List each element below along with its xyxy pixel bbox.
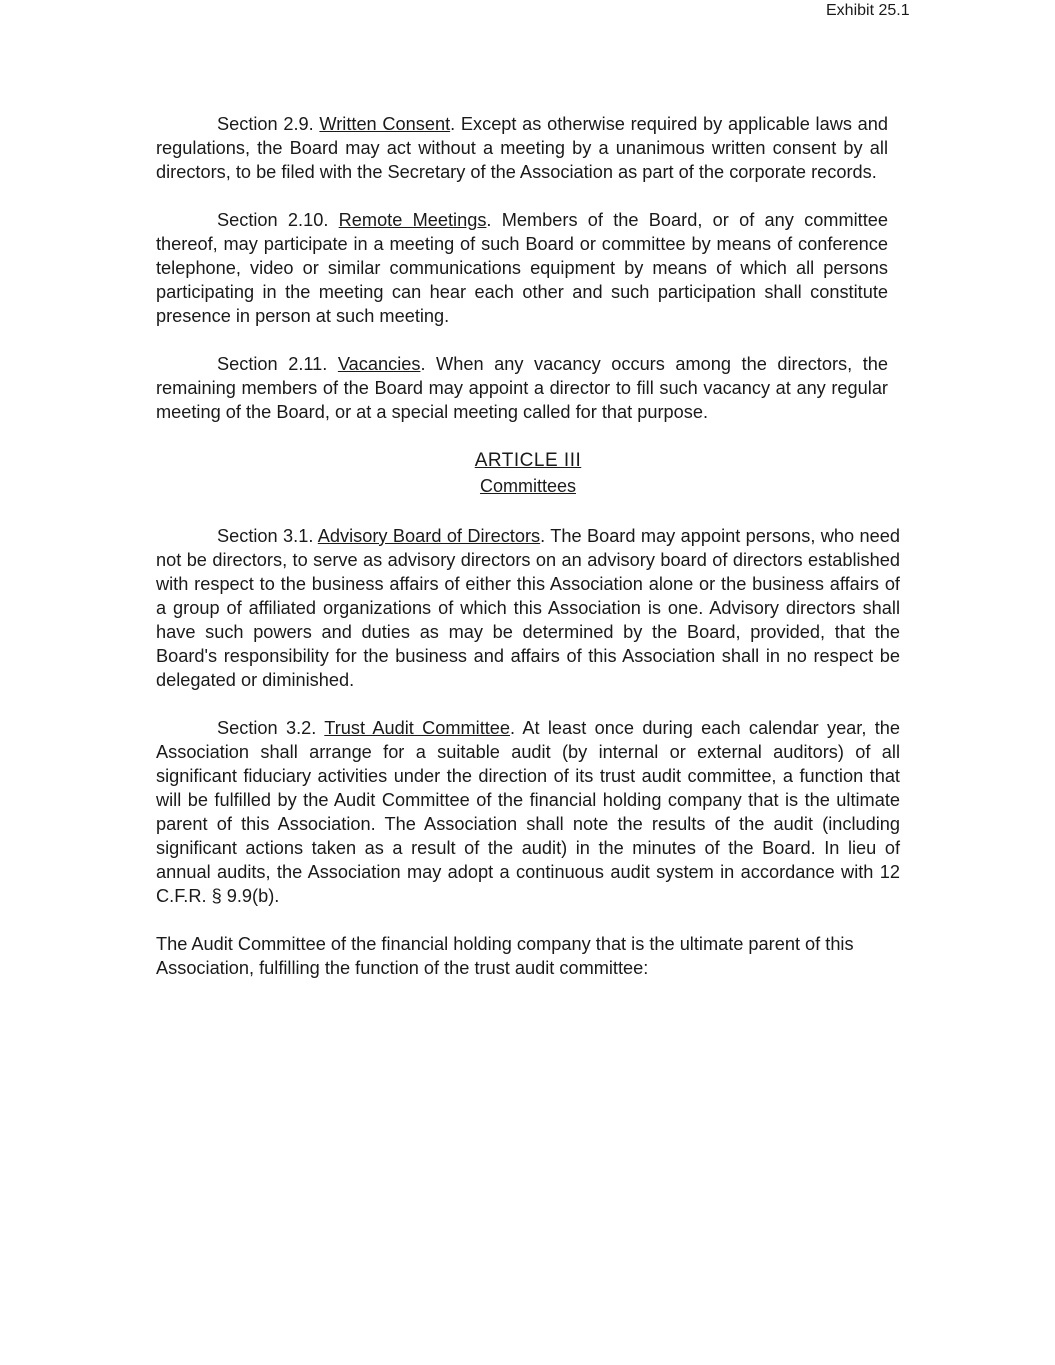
article-heading <box>156 448 900 498</box>
article-title: ARTICLE III <box>474 450 582 471</box>
section-2-9-title: Written Consent <box>319 114 451 134</box>
section-3-1-title: Advisory Board of Directors <box>317 526 541 546</box>
exhibit-label: Exhibit 25.1 <box>826 2 910 19</box>
section-3-1-text: . The Board may appoint persons, who need not be directors, to serve as advisory directors on an advisory board of directors established with respect to the business affairs of either this Association alone or the business affairs of a group of affiliated organizations of which this Association is one. Advisory directors shall have such powers and duties as may be determined by the Board, provided, that the Board's responsibility for the business and affairs of this Association shall in no respect be delegated or diminished. <box>156 526 900 690</box>
section-2-11-title: Vacancies <box>337 354 421 374</box>
section-3-2-number: Section 3.2. <box>217 718 317 738</box>
section-3-2-title: Trust Audit Committee <box>324 718 511 738</box>
section-2-10-title: Remote Meetings <box>338 210 487 230</box>
section-2-10 <box>156 208 888 328</box>
section-3-2 <box>156 716 900 908</box>
section-2-11-number: Section 2.11. <box>217 354 328 374</box>
section-3-1-number: Section 3.1. <box>217 526 314 546</box>
section-3-1 <box>156 524 900 692</box>
section-2-9 <box>156 112 888 184</box>
closing-paragraph: The Audit Committee of the financial holding company that is the ultimate parent of this Association, fulfilling the function of the trust audit committee: <box>156 934 854 978</box>
section-2-9-text: . Except as otherwise required by applicable laws and regulations, the Board may act without a meeting by a unanimous written consent by all directors, to be filed with the Secretary of the Association as part of the corporate records. <box>156 114 888 182</box>
section-2-9-number: Section 2.9. <box>217 114 314 134</box>
section-2-11-text: . When any vacancy occurs among the directors, the remaining members of the Board may appoint a director to fill such vacancy at any regular meeting of the Board, or at a special meeting called for that purpose. <box>156 354 888 422</box>
section-2-10-number: Section 2.10. <box>217 210 329 230</box>
section-2-11 <box>156 352 888 424</box>
section-3-2-text: . At least once during each calendar year, the Association shall arrange for a suitable audit (by internal or external auditors) of all significant fiduciary activities under the direction of its trust audit committee, a function that will be fulfilled by the Audit Committee of the financial holding company that is the ultimate parent of this Association. The Association shall note the results of the audit (including significant actions taken as a result of the audit) in the minutes of the Board. In lieu of annual audits, the Association may adopt a continuous audit system in accordance with 12 C.F.R. § 9.9(b). <box>156 718 900 906</box>
section-2-10-text: . Members of the Board, or of any committee thereof, may participate in a meeting of such Board or committee by means of conference telephone, video or similar communications equipment by means of which all persons participating in the meeting can hear each other and such participation shall constitute presence in person at such meeting. <box>156 210 888 326</box>
article-subtitle: Committees <box>479 476 577 496</box>
document-body <box>156 112 900 1004</box>
